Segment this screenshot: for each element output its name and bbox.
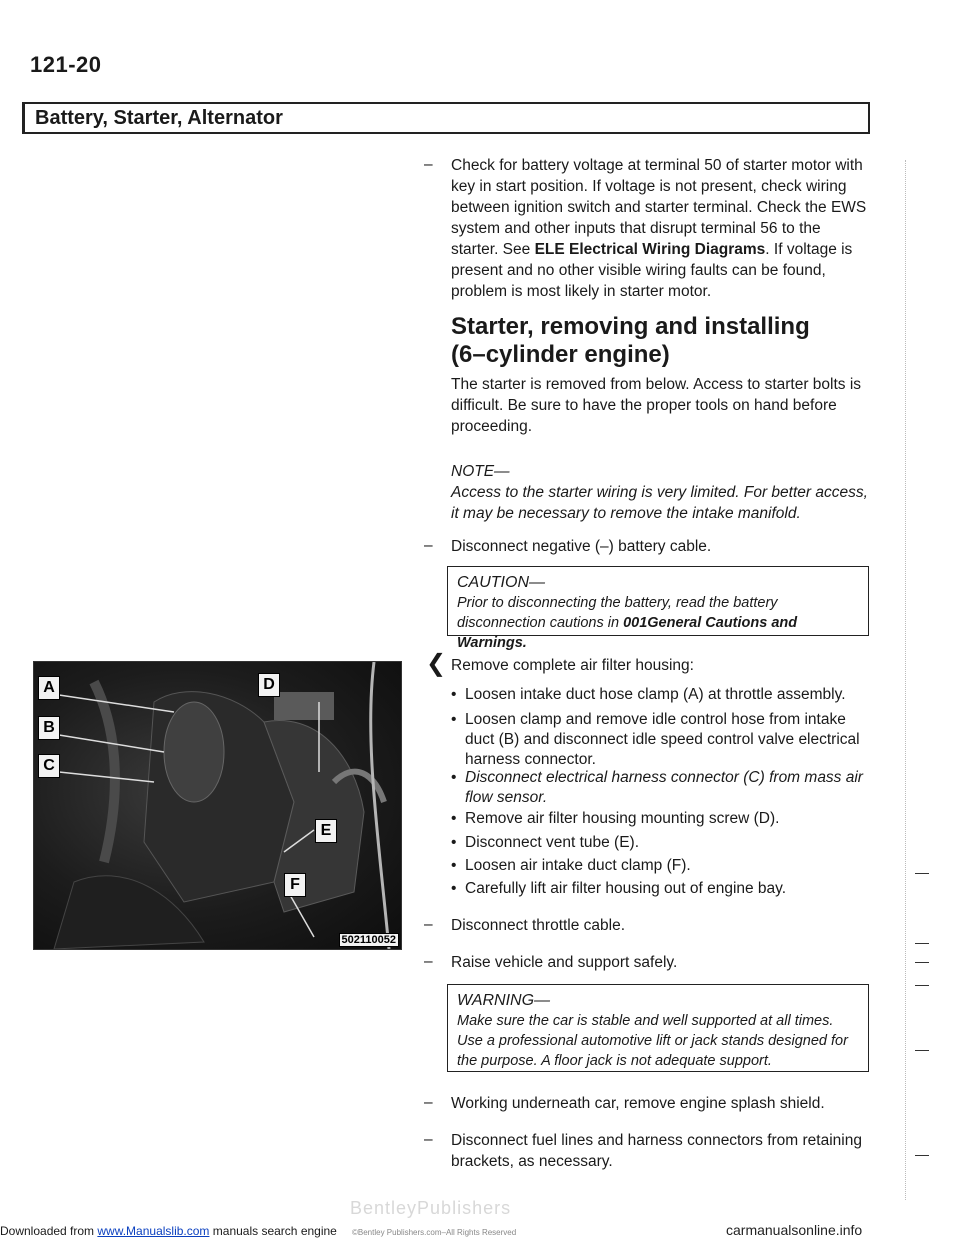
step-dash: – — [424, 537, 433, 554]
footer-site: carmanualsonline.info — [726, 1222, 863, 1238]
bullet-item: • Loosen intake duct hose clamp (A) at throttle assembly. — [451, 686, 846, 703]
section-heading — [451, 313, 871, 369]
margin-mark — [915, 985, 929, 986]
bullet-item: • Disconnect electrical harness connector (C) from mass air flow sensor. — [451, 769, 863, 806]
engine-bay-photo — [33, 661, 402, 950]
step-dash: – — [424, 1131, 433, 1148]
air-filter-intro: Remove complete air filter housing: — [451, 657, 694, 674]
step-dash: – — [424, 1094, 433, 1111]
watermark: BentleyPublishers — [350, 1198, 512, 1218]
heading-line-1: Starter, removing and installing — [451, 313, 810, 340]
warning-text: Make sure the car is stable and well supported at all times. Use a professional automotive lift or jack stands designed for the purpose. A floor jack is not adequate support. — [457, 1013, 848, 1069]
manualslib-link[interactable]: www.Manualslib.com — [97, 1224, 210, 1238]
heading-line-2: (6–cylinder engine) — [451, 341, 670, 368]
photo-label-e: E — [315, 819, 337, 843]
photo-label-d: D — [258, 673, 280, 697]
caution-text: Prior to disconnecting the battery, read the battery disconnection cautions in — [457, 595, 778, 631]
footer-copyright: ©Bentley Publishers.com–All Rights Reserved — [352, 1228, 517, 1237]
step-text-2: . If voltage is present and no other visible wiring faults can be found, problem is most likely in starter motor. — [451, 241, 853, 300]
caution-title: CAUTION— — [457, 574, 545, 591]
step-dash: – — [424, 953, 433, 970]
step-dash: – — [424, 156, 433, 173]
section-intro: The starter is removed from below. Access to starter bolts is difficult. Be sure to have the proper tools on hand before proceeding. — [451, 376, 862, 435]
section-title: Battery, Starter, Alternator — [35, 106, 283, 129]
step-dash: – — [424, 916, 433, 933]
caution-box — [447, 566, 869, 651]
photo-label-c: C — [38, 754, 60, 778]
note-title: NOTE— — [451, 463, 510, 480]
margin-mark — [915, 943, 929, 944]
warning-title: WARNING— — [457, 992, 551, 1009]
margin-mark — [915, 1050, 929, 1051]
note-text: Access to the starter wiring is very limited. For better access, it may be necessary to remove the intake manifold. — [451, 484, 868, 522]
photo-id: 502110052 — [339, 933, 399, 947]
step-check-voltage — [451, 155, 871, 302]
margin-mark — [915, 962, 929, 963]
left-arrow-icon: ❮ — [426, 650, 447, 677]
step-disconnect-battery: Disconnect negative (–) battery cable. — [451, 538, 712, 555]
bullet-item: • Loosen air intake duct clamp (F). — [451, 857, 691, 874]
wiring-diagram-ref: ELE Electrical Wiring Diagrams — [534, 241, 766, 258]
photo-label-b: B — [38, 716, 60, 740]
engine-bay-illustration — [34, 662, 401, 949]
warning-box — [447, 984, 869, 1072]
step-splash-shield: Working underneath car, remove engine splash shield. — [451, 1095, 825, 1112]
step-text-1: Check for battery voltage at terminal 50 of starter motor with key in start position. If voltage is not present, check wiring between ignition switch and starter terminal. Check the EWS system and other inputs that disrupt terminal 56 to the starter. See — [451, 157, 867, 258]
footer-download: Downloaded from www.Manualslib.com manuals search engine — [0, 1224, 337, 1238]
note — [451, 461, 871, 524]
bullet-item: • Remove air filter housing mounting screw (D). — [451, 810, 780, 827]
step-raise-vehicle: Raise vehicle and support safely. — [451, 954, 678, 971]
section-header — [22, 102, 870, 134]
bullet-item: • Disconnect vent tube (E). — [451, 834, 640, 851]
step-throttle-cable: Disconnect throttle cable. — [451, 917, 626, 934]
photo-label-a: A — [38, 676, 60, 700]
margin-rule — [905, 160, 906, 1200]
photo-label-f: F — [284, 873, 306, 897]
margin-mark — [915, 873, 929, 874]
page-number: 121-20 — [30, 52, 102, 77]
caution-ref: 001General Cautions and Warnings. — [457, 615, 798, 651]
bullet-item: • Loosen clamp and remove idle control hose from intake duct (B) and disconnect idle speed control valve electrical harness connector. — [451, 711, 860, 768]
bullet-item: • Carefully lift air filter housing out of engine bay. — [451, 880, 787, 897]
margin-mark — [915, 1155, 929, 1156]
step-fuel-lines: Disconnect fuel lines and harness connectors from retaining brackets, as necessary. — [451, 1132, 862, 1170]
